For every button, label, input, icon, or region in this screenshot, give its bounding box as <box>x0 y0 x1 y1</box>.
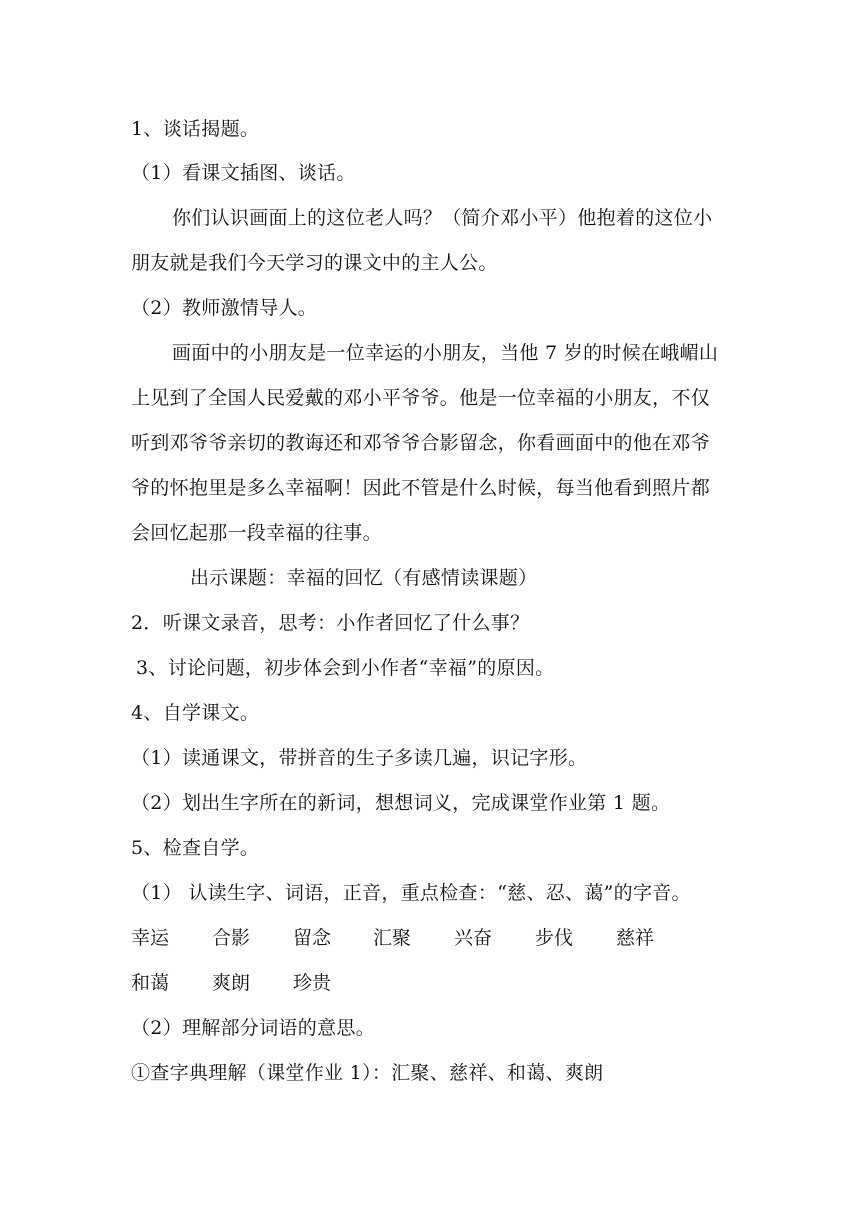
paragraph-2-line-5: 会回忆起那一段幸福的往事。 <box>131 522 382 544</box>
vocabulary-word: 珍贵 <box>293 972 332 994</box>
vocabulary-word: 爽朗 <box>212 972 251 994</box>
paragraph-2-line-4: 爷的怀抱里是多么幸福啊！因此不管是什么时候，每当他看到照片都 <box>131 477 711 499</box>
section-5-heading: 5、检查自学。 <box>131 837 260 859</box>
vocabulary-word: 兴奋 <box>454 927 493 949</box>
section-1-heading: 1、谈话揭题。 <box>131 118 260 140</box>
subsection-4-2: （2）划出生字所在的新词，想想词义，完成课堂作业第 1 题。 <box>131 792 671 814</box>
vocabulary-word: 和蔼 <box>131 972 170 994</box>
vocabulary-word: 慈祥 <box>616 927 655 949</box>
subsection-1-2: （2）教师激情导人。 <box>131 297 318 319</box>
vocabulary-word: 合影 <box>212 927 251 949</box>
paragraph-1-line-1: 你们认识画面上的这位老人吗？（简介邓小平）他抱着的这位小 <box>172 207 713 229</box>
lesson-title-line: 出示课题：幸福的回忆（有感情读课题） <box>190 567 538 589</box>
subsection-5-2: （2）理解部分词语的意思。 <box>131 1017 375 1039</box>
paragraph-2-line-1: 画面中的小朋友是一位幸运的小朋友，当他 7 岁的时候在峨嵋山 <box>172 342 719 364</box>
subsection-5-2-item-1: ①查字典理解（课堂作业 1）：汇聚、慈祥、和蔼、爽朗 <box>131 1062 604 1084</box>
paragraph-1-line-2: 朋友就是我们今天学习的课文中的主人公。 <box>131 252 498 274</box>
section-4-heading: 4、自学课文。 <box>131 702 260 724</box>
subsection-4-1: （1）读通课文，带拼音的生子多读几遍，识记字形。 <box>131 747 588 769</box>
section-3-heading: 3、讨论问题，初步体会到小作者“幸福”的原因。 <box>136 657 555 679</box>
vocabulary-word: 幸运 <box>131 927 170 949</box>
vocabulary-word: 步伐 <box>535 927 574 949</box>
subsection-1-1: （1）看课文插图、谈话。 <box>131 162 356 184</box>
paragraph-2-line-2: 上见到了全国人民爱戴的邓小平爷爷。他是一位幸福的小朋友，不仅 <box>131 387 711 409</box>
section-2-heading: 2．听课文录音，思考：小作者回忆了什么事？ <box>131 612 530 634</box>
vocabulary-word: 留念 <box>293 927 332 949</box>
vocabulary-word: 汇聚 <box>373 927 412 949</box>
paragraph-2-line-3: 听到邓爷爷亲切的教诲还和邓爷爷合影留念，你看画面中的他在邓爷 <box>131 432 711 454</box>
subsection-5-1: （1） 认读生字、词语，正音，重点检查：“慈、忍、蔼”的字音。 <box>131 882 691 904</box>
